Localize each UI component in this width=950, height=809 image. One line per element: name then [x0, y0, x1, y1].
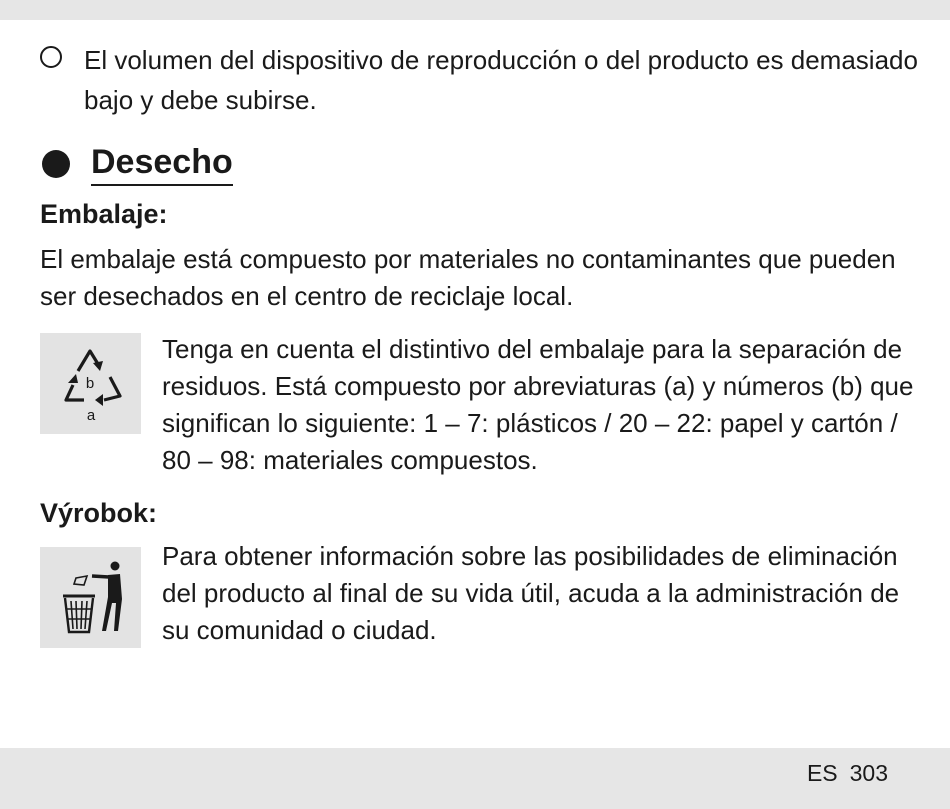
- filled-bullet-icon: [42, 150, 70, 178]
- packaging-heading: Embalaje:: [40, 199, 168, 229]
- trash-disposal-icon: [40, 547, 141, 648]
- page-number: 303: [849, 760, 888, 786]
- recycle-label-b: b: [85, 375, 95, 392]
- top-band: [0, 0, 950, 20]
- section-title: Desecho: [91, 140, 233, 186]
- product-disposal-text: Para obtener información sobre las posibilidades de eliminación del producto al final de su vida útil, acuda a la administración de su comunidad o ciudad.: [162, 541, 900, 645]
- intro-bullet-item: [40, 40, 920, 120]
- circle-bullet-icon: [40, 46, 62, 68]
- recycling-symbol-icon: [40, 333, 141, 434]
- recycle-label-a: a: [86, 407, 96, 424]
- product-heading: Výrobok:: [40, 498, 158, 528]
- footer-language: ES: [806, 760, 838, 786]
- intro-bullet-text: El volumen del dispositivo de reproducción o del producto es demasiado bajo y debe subirse.: [84, 45, 918, 115]
- recycle-note-text: Tenga en cuenta el distintivo del embalaje para la separación de residuos. Está compuesto por abreviaturas (a) y números (b) que significan lo siguiente: 1 – 7: plásticos / 20 – 22: papel y cartón / 80 – 98: materiales compuestos.: [162, 334, 914, 475]
- page-footer: [807, 760, 888, 787]
- packaging-text: El embalaje está compuesto por materiales no contaminantes que pueden ser desechados en el centro de reciclaje local.: [40, 244, 896, 311]
